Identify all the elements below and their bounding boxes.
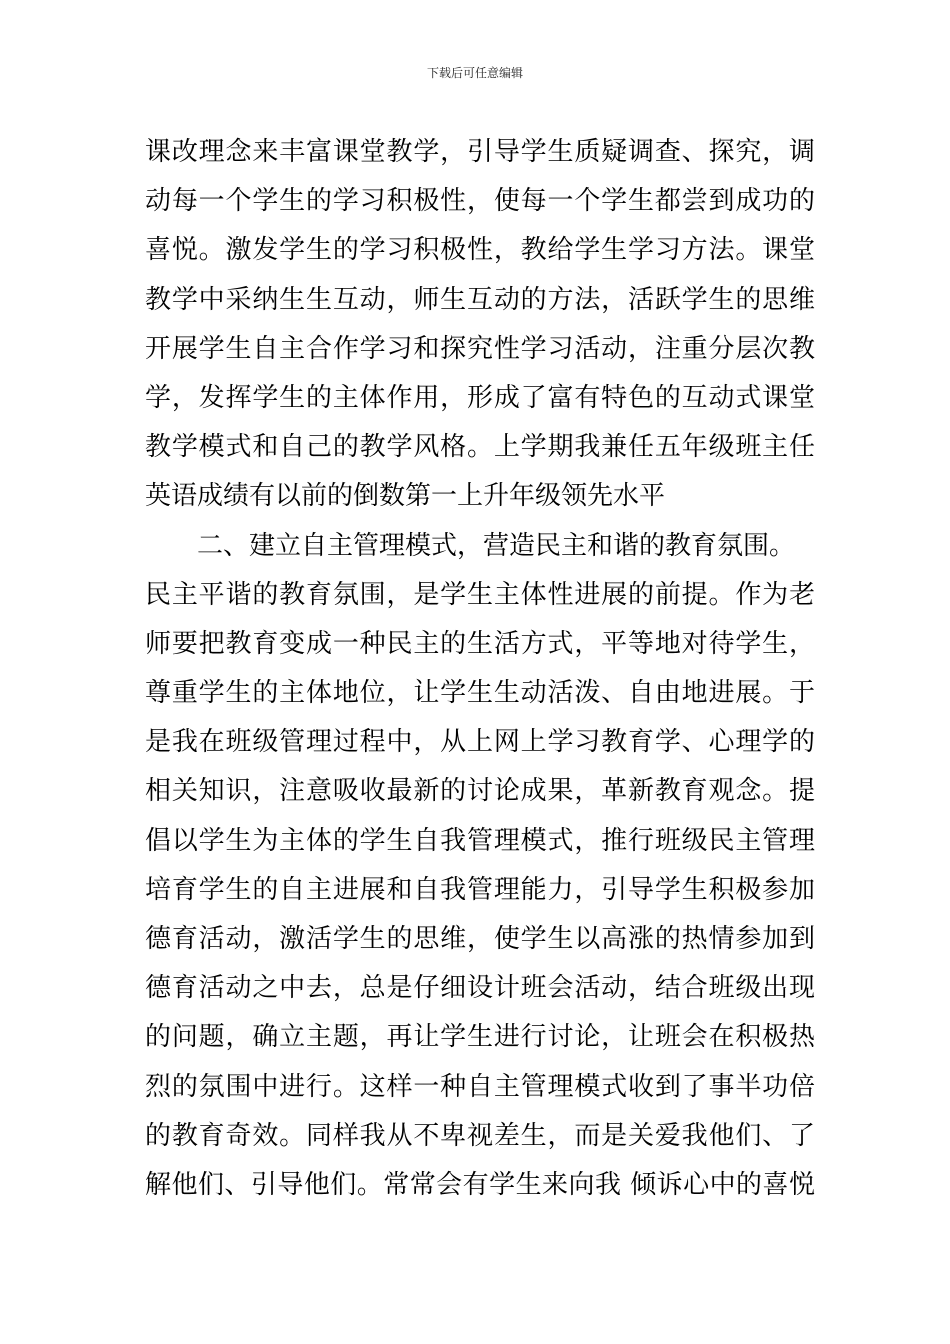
- text-line: 教学中采纳生生互动，师生互动的方法，活跃学生的思维: [145, 284, 815, 315]
- text-line: 烈的氛围中进行。这样一种自主管理模式收到了事半功倍: [145, 1071, 815, 1102]
- text-line: 动每一个学生的学习积极性，使每一个学生都尝到成功的: [145, 186, 815, 217]
- text-line: 开展学生自主合作学习和探究性学习活动，注重分层次教: [145, 333, 815, 364]
- text-line: 德育活动，激活学生的思维，使学生以高涨的热情参加到: [145, 924, 815, 954]
- text-line: 倡以学生为主体的学生自我管理模式，推行班级民主管理: [145, 825, 815, 856]
- document-body: [145, 128, 815, 1210]
- text-line: 尊重学生的主体地位，让学生生动活泼、自由地进展。于: [145, 678, 815, 709]
- text-line: 师要把教育变成一种民主的生活方式，平等地对待学生，: [145, 628, 815, 659]
- text-line: 教学模式和自己的教学风格。上学期我兼任五年级班主任: [145, 432, 815, 463]
- text-line: 相关知识，注意吸收最新的讨论成果，革新教育观念。提: [145, 776, 815, 807]
- text-line: 学，发挥学生的主体作用，形成了富有特色的互动式课堂: [145, 382, 815, 413]
- text-line: 解他们、引导他们。常常会有学生来向我 倾诉心中的喜悦: [145, 1169, 815, 1200]
- section-heading: 二、建立自主管理模式，营造民主和谐的教育氛围。: [197, 530, 796, 561]
- text-line: 英语成绩有以前的倒数第一上升年级领先水平: [145, 481, 666, 512]
- text-line: 德育活动之中去，总是仔细设计班会活动，结合班级出现: [145, 973, 815, 1004]
- text-line: 课改理念来丰富课堂教学，引导学生质疑调查、探究，调: [145, 137, 815, 167]
- text-line: 民主平谐的教育氛围，是学生主体性进展的前提。作为老: [145, 579, 815, 610]
- page-header: 下载后可任意编辑: [426, 66, 523, 80]
- text-line: 的问题，确立主题，再让学生进行讨论，让班会在积极热: [145, 1022, 815, 1053]
- text-line: 是我在班级管理过程中，从上网上学习教育学、心理学的: [145, 727, 815, 758]
- text-line: 的教育奇效。同样我从不卑视差生，而是关爱我他们、了: [145, 1120, 815, 1151]
- text-line: 培育学生的自主进展和自我管理能力，引导学生积极参加: [145, 874, 815, 905]
- text-line: 喜悦。激发学生的学习积极性，教给学生学习方法。课堂: [145, 235, 815, 266]
